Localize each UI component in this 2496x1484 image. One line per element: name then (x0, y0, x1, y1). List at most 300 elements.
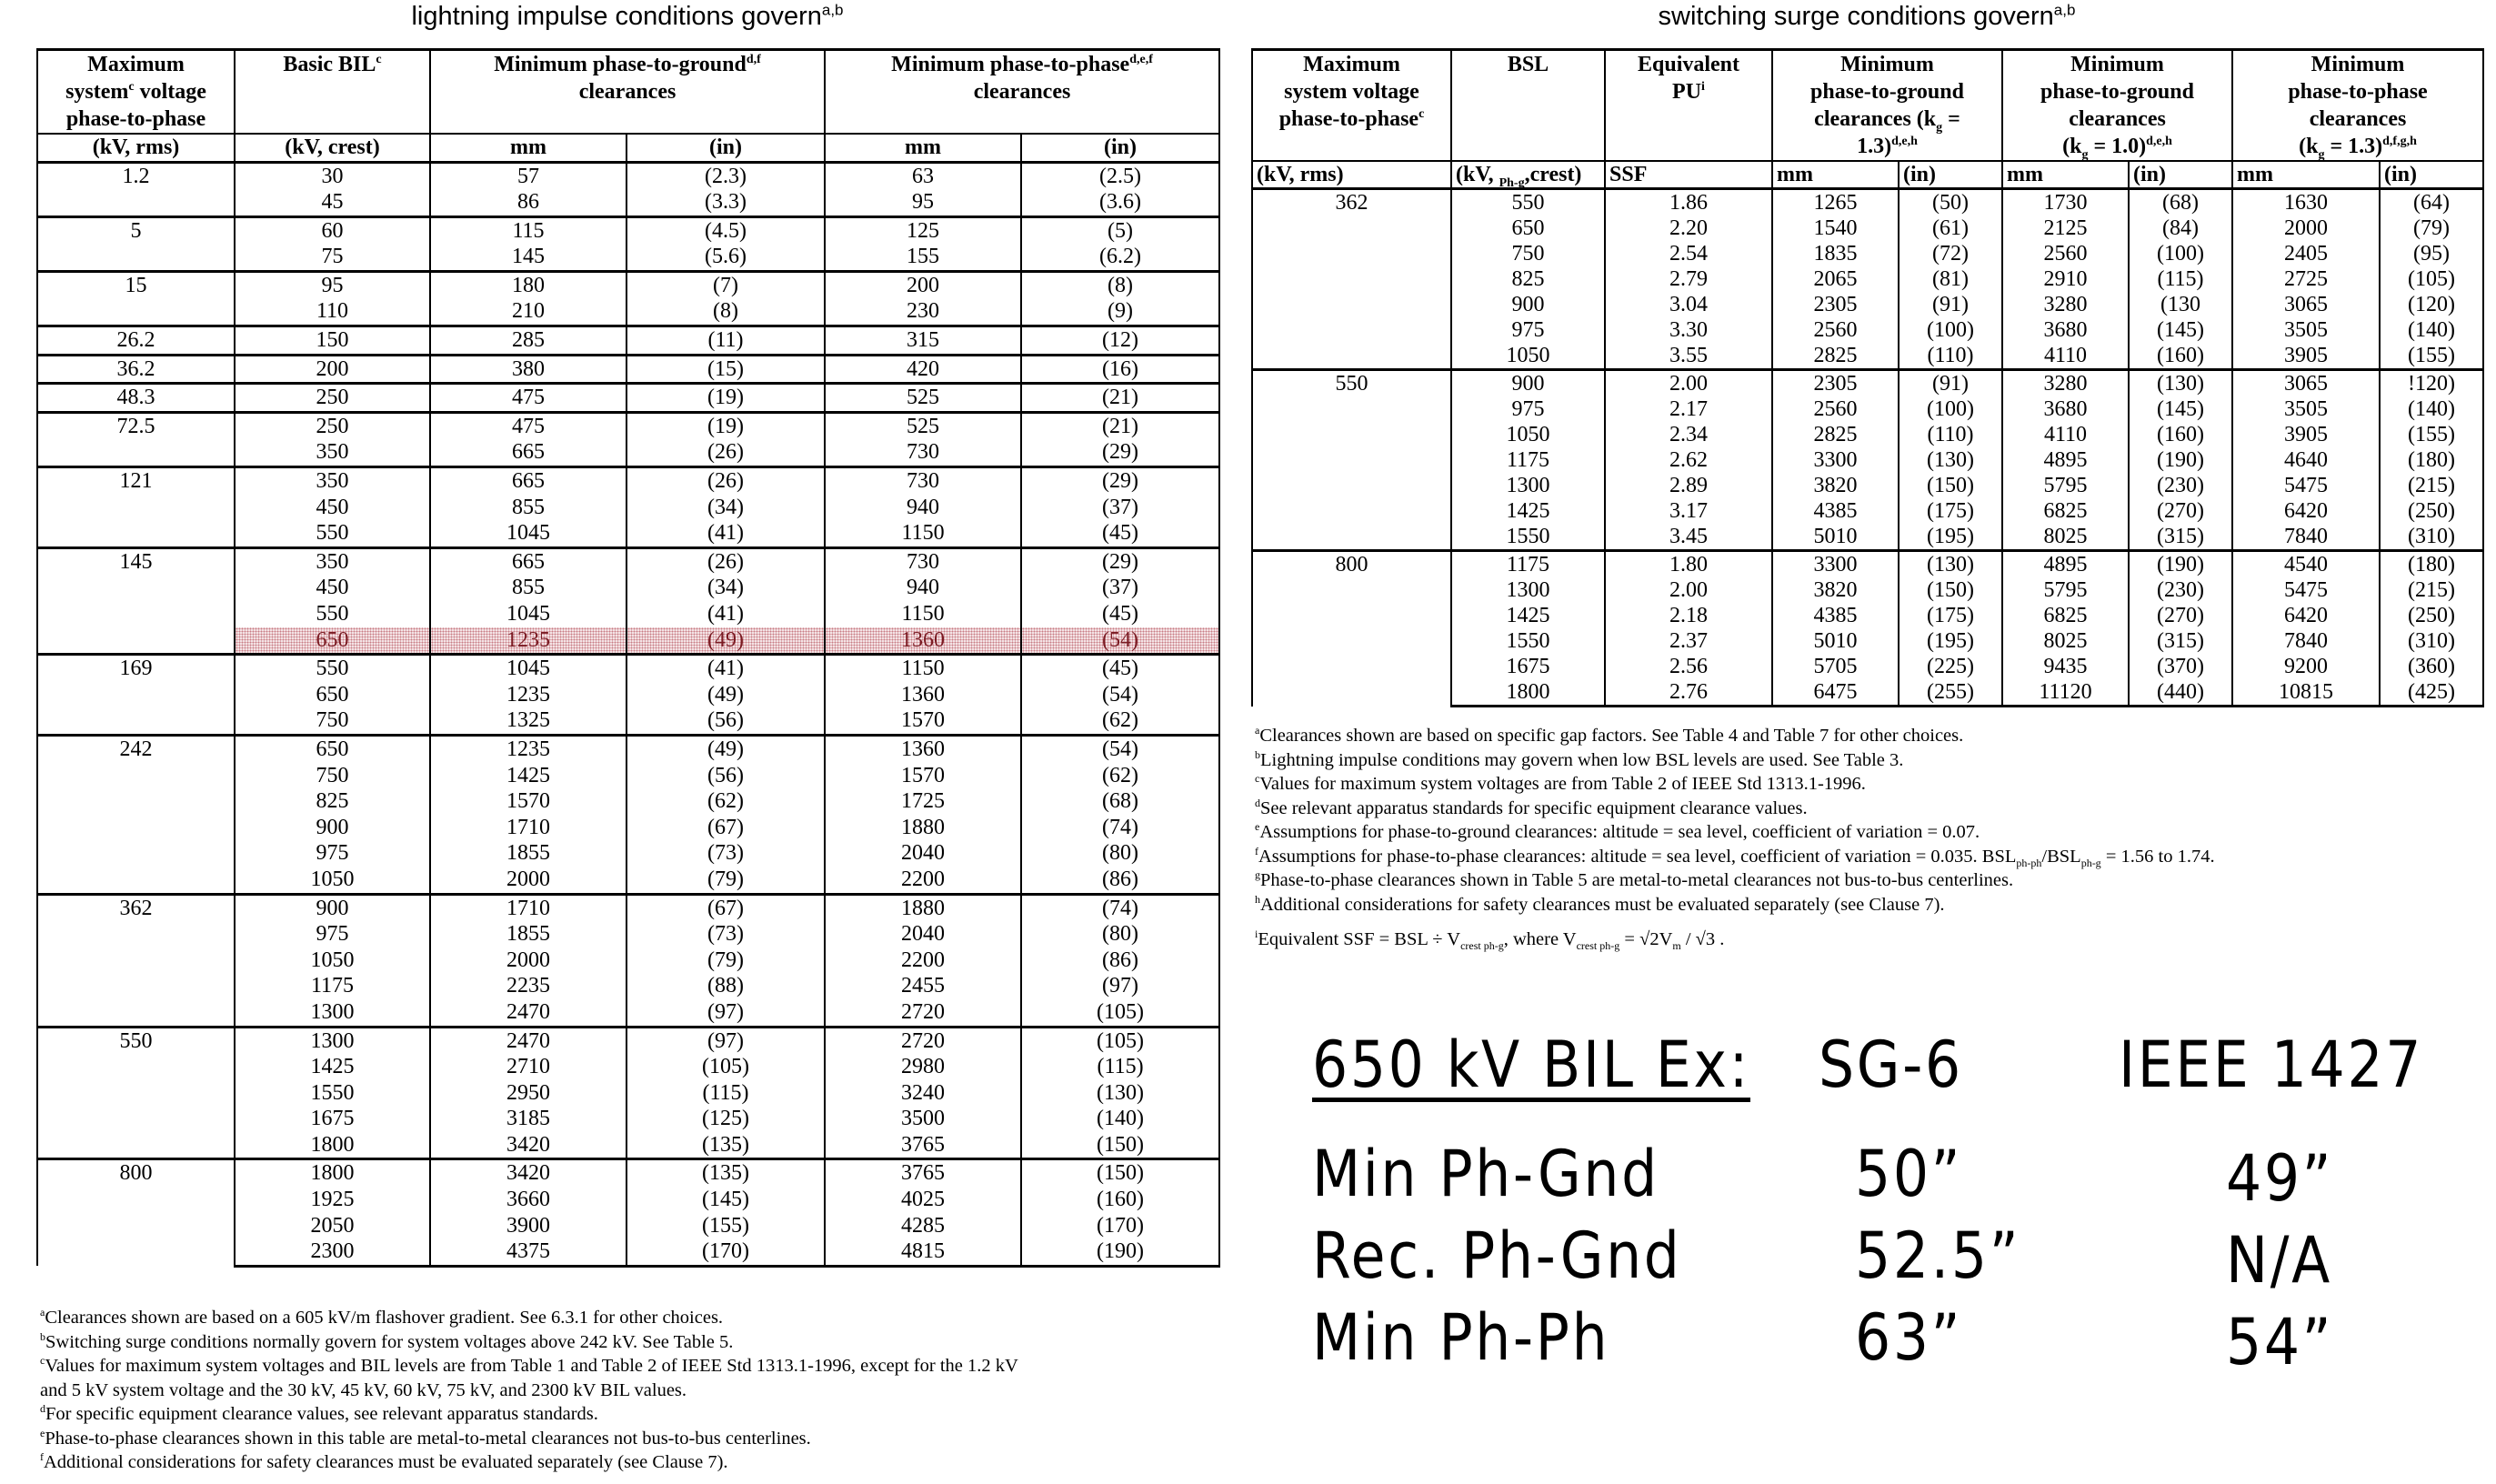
table-cell: 1550 (1451, 524, 1605, 551)
table-cell: 4375 (430, 1238, 627, 1266)
table-cell: (225) (1899, 654, 2002, 679)
table-cell: (120) (2380, 292, 2483, 317)
table-cell: (41) (627, 601, 825, 627)
table-cell: (105) (627, 1054, 825, 1080)
table-cell: (91) (1899, 370, 2002, 397)
table-cell: 3905 (2232, 422, 2380, 447)
table-cell: 450 (235, 575, 430, 601)
table-cell: (170) (627, 1238, 825, 1266)
table-cell: (64) (2380, 189, 2483, 216)
table-cell: 1730 (2002, 189, 2129, 216)
table-cell: (49) (627, 735, 825, 762)
table-cell: (5) (1021, 216, 1219, 244)
table-cell: (130) (2129, 370, 2232, 397)
table-cell: 1150 (825, 601, 1021, 627)
table-row (1252, 551, 2483, 578)
header-min-ph-gnd-kg13: Minimum phase-to-ground clearances ($k_g$ = 1.3)$^{d,e,h}$ (1772, 50, 2002, 162)
table-cell: 665 (430, 439, 627, 466)
table-cell: 6475 (1772, 679, 1899, 707)
table-cell: 975 (235, 921, 430, 948)
table-cell: 1050 (1451, 343, 1605, 370)
table-cell: 3300 (1772, 447, 1899, 473)
table-cell: 4110 (2002, 422, 2129, 447)
table-cell: 2910 (2002, 266, 2129, 292)
table-cell: 975 (1451, 396, 1605, 422)
table-cell: 200 (235, 355, 430, 384)
table-cell: (160) (2129, 343, 2232, 370)
summary-label-rec-ph-gnd: Rec. Ph-Gnd (1312, 1218, 1682, 1293)
table-cell: 8025 (2002, 628, 2129, 654)
table-cell: (5.6) (627, 244, 825, 271)
table-cell: (215) (2380, 577, 2483, 603)
left-title-footnote-marker: a,b (821, 1, 844, 19)
table-cell: 45 (235, 189, 430, 216)
table-cell: 125 (825, 216, 1021, 244)
table-cell: (2.3) (627, 162, 825, 189)
table-cell: 550 (235, 655, 430, 682)
table-cell: 900 (1451, 370, 1605, 397)
table-cell: 3.17 (1605, 498, 1772, 524)
table-cell: (37) (1021, 575, 1219, 601)
table-cell: 315 (825, 326, 1021, 356)
table-row (37, 655, 1219, 682)
table-cell: 1235 (430, 735, 627, 762)
table-cell: 2000 (430, 867, 627, 894)
table-cell: (105) (1021, 1027, 1219, 1054)
table-cell: 550 (1451, 189, 1605, 216)
table-cell: 475 (430, 384, 627, 413)
summary-ieee-min-ph-gnd: 49” (2226, 1141, 2334, 1216)
table-cell: 1050 (1451, 422, 1605, 447)
table-cell: (74) (1021, 894, 1219, 921)
table-cell: (54) (1021, 627, 1219, 655)
footnote-f: $^f$Assumptions for phase-to-phase clearances: altitude = sea level, coefficient of variation = 0.035. $BSL_{ph-ph}/BSL_{ph-g} = 1.56$ to 1.74. (1255, 844, 2215, 869)
table-cell: 180 (430, 271, 627, 298)
table-cell: 2720 (825, 1027, 1021, 1054)
column-header-ieee-1427: IEEE 1427 (2119, 1028, 2424, 1102)
footnote-g: $^g$Phase-to-phase clearances shown in Table 5 are metal-to-metal clearances not bus-to-bus centerlines. (1255, 868, 2014, 890)
table-cell: (150) (1899, 577, 2002, 603)
footnote-d: $^d$See relevant apparatus standards for specific equipment clearance values. (1255, 796, 1808, 818)
table-cell: 1540 (1772, 216, 1899, 241)
table-cell: (130 (2129, 292, 2232, 317)
table-cell: (310) (2380, 628, 2483, 654)
table-cell: (150) (1899, 473, 2002, 498)
table-cell: 1300 (1451, 577, 1605, 603)
table-cell: (145) (627, 1187, 825, 1213)
table-cell: 1050 (235, 867, 430, 894)
footnote-c: $^c$Values for maximum system voltages and BIL levels are from Table 1 and Table 2 of IEEE Std 1313.1-1996, except for the 1.2 kV (40, 1354, 1018, 1376)
table-cell: 1835 (1772, 241, 1899, 266)
footnote-a: $^a$Clearances shown are based on specific gap factors. See Table 4 and Table 7 for other choices. (1255, 724, 1964, 746)
table-cell: (150) (1021, 1159, 1219, 1187)
table-cell: (95) (2380, 241, 2483, 266)
table-cell: 1175 (1451, 447, 1605, 473)
max-system-voltage-cell: 1.2 (37, 162, 235, 216)
table-row (37, 384, 1219, 413)
table-cell: 5705 (1772, 654, 1899, 679)
table-cell: 1425 (1451, 498, 1605, 524)
table-cell: 9435 (2002, 654, 2129, 679)
column-header-sg6: SG-6 (1819, 1028, 1963, 1102)
table-cell: (34) (627, 495, 825, 521)
table-cell: (97) (627, 1027, 825, 1054)
table-cell: (86) (1021, 867, 1219, 894)
table-cell: 230 (825, 298, 1021, 326)
unit-mm: mm (825, 134, 1021, 162)
table-cell: (80) (1021, 921, 1219, 948)
table-cell: (215) (2380, 473, 2483, 498)
table-cell: 350 (235, 467, 430, 495)
table-cell: 1300 (1451, 473, 1605, 498)
table-cell: 2.37 (1605, 628, 1772, 654)
table-cell: 1855 (430, 840, 627, 867)
table-cell: (62) (1021, 763, 1219, 789)
table-cell: (34) (627, 575, 825, 601)
table-cell: 2825 (1772, 343, 1899, 370)
table-cell: (19) (627, 412, 825, 439)
table-cell: (190) (2129, 551, 2232, 578)
table-cell: (130) (1899, 447, 2002, 473)
table-cell: 1300 (235, 999, 430, 1027)
table-cell: 2305 (1772, 292, 1899, 317)
table-cell: (49) (627, 682, 825, 708)
table-cell: 2720 (825, 999, 1021, 1027)
table-cell: !120) (2380, 370, 2483, 397)
summary-label-min-ph-ph: Min Ph-Ph (1312, 1300, 1610, 1375)
max-system-voltage-cell: 48.3 (37, 384, 235, 413)
footnote-e: $^e$Assumptions for phase-to-ground clearances: altitude = sea level, coefficient of variation = 0.07. (1255, 820, 1980, 842)
table-cell: 3.04 (1605, 292, 1772, 317)
left-table-body (37, 162, 1219, 1266)
table-cell: 3505 (2232, 317, 2380, 343)
table-cell: 2.18 (1605, 603, 1772, 628)
table-cell: 1880 (825, 894, 1021, 921)
table-cell: 1045 (430, 655, 627, 682)
table-cell: 3300 (1772, 551, 1899, 578)
table-cell: (315) (2129, 628, 2232, 654)
table-cell: (250) (2380, 603, 2483, 628)
table-cell: 665 (430, 467, 627, 495)
table-cell: 1570 (825, 763, 1021, 789)
unit-kv-crest: (kV, crest) (235, 134, 430, 162)
table-cell: (88) (627, 973, 825, 999)
table-cell: 350 (235, 547, 430, 575)
table-cell: 3500 (825, 1106, 1021, 1132)
table-cell: 3680 (2002, 317, 2129, 343)
table-cell: 2040 (825, 840, 1021, 867)
table-cell: (97) (1021, 973, 1219, 999)
table-cell: 3420 (430, 1132, 627, 1159)
table-cell: (56) (627, 707, 825, 735)
unit-in: (in) (2380, 161, 2483, 189)
summary-sg6-min-ph-gnd: 50” (1855, 1137, 1963, 1211)
table-cell: (73) (627, 921, 825, 948)
table-cell: 2560 (1772, 396, 1899, 422)
table-cell: (9) (1021, 298, 1219, 326)
table-cell: (6.2) (1021, 244, 1219, 271)
table-cell: 4895 (2002, 447, 2129, 473)
table-cell: (190) (1021, 1238, 1219, 1266)
table-cell: 5475 (2232, 473, 2380, 498)
table-cell: 2725 (2232, 266, 2380, 292)
table-cell: (15) (627, 355, 825, 384)
unit-in: (in) (627, 134, 825, 162)
table-cell: 2710 (430, 1054, 627, 1080)
table-row (37, 355, 1219, 384)
table-cell: 940 (825, 575, 1021, 601)
table-cell: (4.5) (627, 216, 825, 244)
table-cell: 3240 (825, 1080, 1021, 1107)
table-cell: 1425 (1451, 603, 1605, 628)
table-cell: (79) (627, 867, 825, 894)
table-cell: (8) (627, 298, 825, 326)
table-cell: 1710 (430, 815, 627, 841)
table-cell: 3505 (2232, 396, 2380, 422)
table-cell: 5795 (2002, 577, 2129, 603)
table-cell: 1675 (1451, 654, 1605, 679)
table-cell: 1175 (1451, 551, 1605, 578)
table-cell: 1800 (235, 1132, 430, 1159)
table-cell: 4385 (1772, 603, 1899, 628)
header-min-phase-to-phase: Minimum phase-to-phase$^{d,e,f}$ clearances (825, 50, 1219, 135)
table-cell: 3660 (430, 1187, 627, 1213)
footnote-e: $^e$Phase-to-phase clearances shown in this table are metal-to-metal clearances not bus-to-bus centerlines. (40, 1426, 811, 1449)
table-cell: 665 (430, 547, 627, 575)
table-cell: 1800 (235, 1159, 430, 1187)
switching-surge-clearance-table (1251, 48, 2484, 707)
table-cell: (135) (627, 1159, 825, 1187)
table-cell: 4815 (825, 1238, 1021, 1266)
table-cell: 1855 (430, 921, 627, 948)
footnote-a: $^a$Clearances shown are based on a 605 kV/m flashover gradient. See 6.3.1 for other choices. (40, 1306, 724, 1328)
unit-kv-phg-crest: (kV, $_{Ph-g}$,crest) (1451, 161, 1605, 189)
table-cell: 450 (235, 495, 430, 521)
table-cell: 525 (825, 384, 1021, 413)
summary-ieee-rec-ph-gnd: N/A (2226, 1223, 2332, 1298)
table-cell: (61) (1899, 216, 2002, 241)
table-cell: 5475 (2232, 577, 2380, 603)
table-cell: (180) (2380, 551, 2483, 578)
table-cell: (41) (627, 520, 825, 547)
table-cell: 1.80 (1605, 551, 1772, 578)
table-cell: 1265 (1772, 189, 1899, 216)
table-cell: (73) (627, 840, 825, 867)
table-cell: 2825 (1772, 422, 1899, 447)
max-system-voltage-cell: 800 (37, 1159, 235, 1266)
table-cell: (74) (1021, 815, 1219, 841)
table-cell: (125) (627, 1106, 825, 1132)
table-cell: 9200 (2232, 654, 2380, 679)
table-cell: 3.30 (1605, 317, 1772, 343)
header-min-phase-to-ground: Minimum phase-to-ground$^{d,f}$ clearances (430, 50, 825, 135)
table-cell: 250 (235, 384, 430, 413)
table-cell: 11120 (2002, 679, 2129, 707)
table-cell: (67) (627, 894, 825, 921)
unit-in: (in) (1899, 161, 2002, 189)
footnote-b: $^b$Lightning impulse conditions may govern when low BSL levels are used. See Table 3. (1255, 747, 1904, 770)
table-cell: 2455 (825, 973, 1021, 999)
table-row (37, 467, 1219, 495)
table-cell: 1050 (235, 948, 430, 974)
table-cell: (79) (627, 948, 825, 974)
unit-in: (in) (1021, 134, 1219, 162)
table-cell: (310) (2380, 524, 2483, 551)
table-cell: 2200 (825, 948, 1021, 974)
table-row (37, 271, 1219, 298)
table-cell: 3.55 (1605, 343, 1772, 370)
table-cell: 550 (235, 520, 430, 547)
table-cell: 1800 (1451, 679, 1605, 707)
table-cell: (100) (2129, 241, 2232, 266)
unit-mm: mm (430, 134, 627, 162)
table-cell: 940 (825, 495, 1021, 521)
footnote-h: $^h$Additional considerations for safety clearances must be evaluated separately (see Clause 7). (1255, 892, 1945, 915)
table-cell: (155) (2380, 422, 2483, 447)
table-cell: (115) (1021, 1054, 1219, 1080)
footnote-b: $^b$Switching surge conditions normally govern for system voltages above 242 kV. See Table 5. (40, 1329, 734, 1352)
unit-mm: mm (2002, 161, 2129, 189)
table-cell: 2.76 (1605, 679, 1772, 707)
table-cell: (440) (2129, 679, 2232, 707)
table-cell: 650 (235, 682, 430, 708)
table-cell: 1360 (825, 627, 1021, 655)
summary-ieee-min-ph-ph: 54” (2226, 1305, 2334, 1379)
table-cell: 95 (235, 271, 430, 298)
table-cell: (250) (2380, 498, 2483, 524)
table-cell: 650 (1451, 216, 1605, 241)
table-cell: 3065 (2232, 370, 2380, 397)
table-cell: 2040 (825, 921, 1021, 948)
max-system-voltage-cell: 72.5 (37, 412, 235, 466)
footnote-i: $^i$Equivalent SSF = BSL ÷ $V_{crest ph-g}$, where $V_{crest ph-g} = √2V_m / √3$ . (1255, 928, 1725, 953)
table-cell: 110 (235, 298, 430, 326)
table-row (37, 412, 1219, 439)
table-cell: (80) (1021, 840, 1219, 867)
unit-ssf: SSF (1605, 161, 1772, 189)
header-bsl: BSL (1451, 50, 1605, 162)
table-cell: (29) (1021, 547, 1219, 575)
max-system-voltage-cell: 550 (1252, 370, 1451, 551)
table-cell: 210 (430, 298, 627, 326)
table-cell: 57 (430, 162, 627, 189)
table-cell: (26) (627, 547, 825, 575)
header-min-ph-gnd-kg10: Minimum phase-to-ground clearances $(k_g = 1.0)^{d,e,h}$ (2002, 50, 2232, 162)
table-cell: 855 (430, 575, 627, 601)
table-cell: (190) (2129, 447, 2232, 473)
table-cell: 2.89 (1605, 473, 1772, 498)
table-cell: 6825 (2002, 603, 2129, 628)
table-cell: (21) (1021, 412, 1219, 439)
table-cell: 250 (235, 412, 430, 439)
table-cell: 5010 (1772, 628, 1899, 654)
table-row (37, 326, 1219, 356)
table-cell: (29) (1021, 467, 1219, 495)
table-cell: (62) (627, 788, 825, 815)
table-cell: (11) (627, 326, 825, 356)
table-cell: 115 (430, 216, 627, 244)
table-cell: (86) (1021, 948, 1219, 974)
table-cell: 2.34 (1605, 422, 1772, 447)
max-system-voltage-cell: 5 (37, 216, 235, 271)
table-cell: (45) (1021, 601, 1219, 627)
table-cell: 2235 (430, 973, 627, 999)
table-cell: 650 (235, 627, 430, 655)
table-cell: 10815 (2232, 679, 2380, 707)
table-cell: 1880 (825, 815, 1021, 841)
table-cell: (81) (1899, 266, 2002, 292)
max-system-voltage-cell: 36.2 (37, 355, 235, 384)
table-cell: 6825 (2002, 498, 2129, 524)
table-cell: 3420 (430, 1159, 627, 1187)
table-cell: (130) (1899, 551, 2002, 578)
table-cell: 750 (235, 707, 430, 735)
table-row (37, 547, 1219, 575)
table-cell: 4385 (1772, 498, 1899, 524)
max-system-voltage-cell: 15 (37, 271, 235, 326)
table-cell: 75 (235, 244, 430, 271)
table-row (37, 162, 1219, 189)
table-cell: (130) (1021, 1080, 1219, 1107)
table-cell: 650 (235, 735, 430, 762)
right-table-body (1252, 189, 2483, 707)
table-row (37, 1027, 1219, 1054)
table-cell: (115) (2129, 266, 2232, 292)
table-cell: (19) (627, 384, 825, 413)
table-cell: 1325 (430, 707, 627, 735)
table-cell: 3820 (1772, 577, 1899, 603)
table-cell: 1925 (235, 1187, 430, 1213)
table-cell: (54) (1021, 735, 1219, 762)
table-cell: 1550 (1451, 628, 1605, 654)
table-cell: (370) (2129, 654, 2232, 679)
table-cell: (68) (1021, 788, 1219, 815)
table-cell: 2200 (825, 867, 1021, 894)
unit-mm: mm (1772, 161, 1899, 189)
table-row (1252, 370, 2483, 397)
table-cell: 2.00 (1605, 577, 1772, 603)
max-system-voltage-cell: 362 (1252, 189, 1451, 370)
right-title-footnote-marker: a,b (2053, 1, 2076, 19)
summary-label-min-ph-gnd: Min Ph-Gnd (1312, 1137, 1659, 1211)
table-cell: 2.17 (1605, 396, 1772, 422)
table-cell: 1150 (825, 520, 1021, 547)
table-cell: 1045 (430, 601, 627, 627)
table-row (37, 735, 1219, 762)
table-cell: (91) (1899, 292, 2002, 317)
table-cell: (45) (1021, 655, 1219, 682)
table-cell: 2.20 (1605, 216, 1772, 241)
table-cell: 525 (825, 412, 1021, 439)
table-cell: 7840 (2232, 524, 2380, 551)
footnote-d: $^d$For specific equipment clearance values, see relevant apparatus standards. (40, 1402, 598, 1424)
footnote-f: $^f$Additional considerations for safety clearances must be evaluated separately (see Clause 7). (40, 1450, 728, 1472)
table-cell: (54) (1021, 682, 1219, 708)
max-system-voltage-cell: 800 (1252, 551, 1451, 707)
header-basic-bil: Basic BIL$^c$ (235, 50, 430, 135)
table-cell: 150 (235, 326, 430, 356)
table-cell: 1630 (2232, 189, 2380, 216)
left-table-title (36, 0, 1218, 33)
table-cell: (12) (1021, 326, 1219, 356)
table-cell: (29) (1021, 439, 1219, 466)
table-cell: 2000 (2232, 216, 2380, 241)
max-system-voltage-cell: 242 (37, 735, 235, 894)
table-cell: (49) (627, 627, 825, 655)
table-cell: 2.62 (1605, 447, 1772, 473)
table-cell: 7840 (2232, 628, 2380, 654)
table-cell: 3900 (430, 1213, 627, 1239)
